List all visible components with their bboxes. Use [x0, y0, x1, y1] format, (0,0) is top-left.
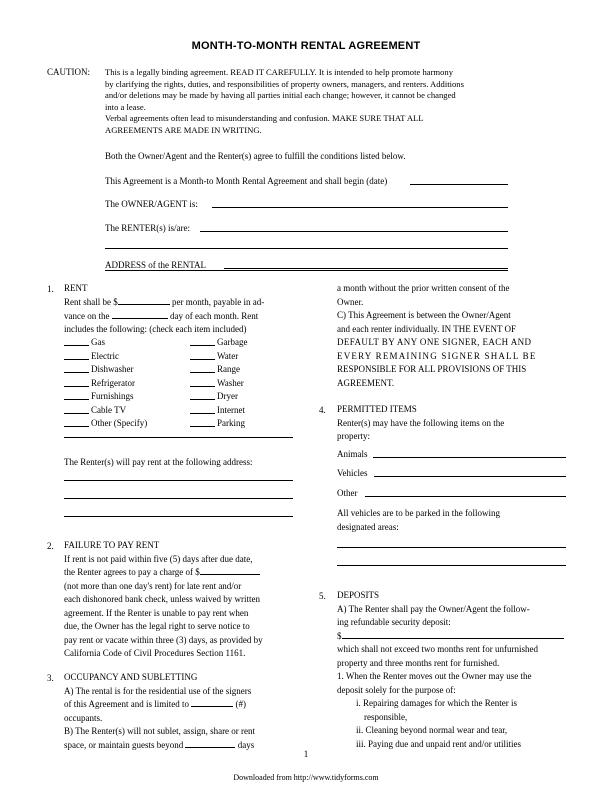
utility-checkbox-line[interactable]	[64, 399, 89, 400]
utility-checkbox-line[interactable]	[190, 399, 215, 400]
deposits-line: ing refundable security deposit:	[337, 617, 451, 627]
occupancy-heading: OCCUPANCY AND SUBLETTING	[64, 672, 198, 682]
rent-heading: RENT	[64, 283, 88, 293]
deposits-line: responsible,	[364, 711, 408, 722]
vehicles-label: Vehicles	[337, 468, 368, 478]
utility-item-label: Parking	[217, 418, 245, 428]
utility-checkbox-line[interactable]	[64, 372, 89, 373]
occupancy-line: occupants.	[64, 712, 103, 723]
section-number: 3.	[47, 673, 54, 683]
deposits-heading: DEPOSITS	[337, 590, 380, 600]
utility-item-label: Refrigerator	[91, 377, 135, 388]
utility-item-label: Garbage	[217, 337, 248, 347]
rent-due-label: vance on the	[64, 310, 110, 321]
continued-line: C) This Agreement is between the Owner/Agent	[337, 310, 511, 320]
document-title: MONTH-TO-MONTH RENTAL AGREEMENT	[191, 40, 421, 52]
utility-item-label: Water	[217, 350, 239, 361]
rental-address-underline	[105, 270, 508, 271]
deposits-line: i. Repairing damages for which the Renter is	[356, 698, 517, 708]
pay-address-label: The Renter(s) will pay rent at the following address:	[64, 457, 253, 467]
occupancy-line: space, or maintain guests beyond	[64, 739, 184, 750]
guest-days-field[interactable]	[185, 739, 235, 748]
failure-line: due, the Owner has the legal right to serve notice to	[64, 621, 250, 631]
permitted-heading: PERMITTED ITEMS	[337, 404, 417, 414]
continued-line: RESPONSIBLE FOR ALL PROVISIONS OF THIS	[337, 364, 527, 374]
continued-line: EVERY REMAINING SIGNER SHALL BE	[337, 350, 537, 361]
renters-field[interactable]	[200, 231, 508, 232]
animals-label: Animals	[337, 449, 368, 459]
both-agree-text: Both the Owner/Agent and the Renter(s) agree to fulfill the conditions listed below.	[105, 151, 406, 161]
deposits-line: deposit solely for the purpose of:	[337, 684, 456, 695]
rent-due-day-field[interactable]	[112, 310, 168, 319]
utility-checkbox-line[interactable]	[190, 359, 215, 360]
deposit-dollar-sign: $	[337, 630, 342, 641]
failure-line: the Renter agrees to pay a charge of $	[64, 567, 200, 577]
animals-field[interactable]	[373, 457, 566, 458]
parking-line: All vehicles are to be parked in the following	[337, 508, 500, 518]
permitted-line: property:	[337, 431, 370, 441]
utility-checkbox-line[interactable]	[190, 372, 215, 373]
begin-date-field[interactable]	[410, 184, 508, 185]
caution-line: by clarifying the rights, duties, and responsibilities of property owners, managers, and renters. Additions	[105, 78, 464, 89]
deposit-amount-field[interactable]	[342, 630, 564, 639]
failure-line: pay rent or vacate within three (3) days, as provided by	[64, 634, 263, 645]
rent-amount-field[interactable]	[118, 296, 170, 305]
pay-address-field-2[interactable]	[64, 498, 293, 499]
owner-agent-label: The OWNER/AGENT is:	[105, 199, 198, 209]
caution-line: This is a legally binding agreement. READ IT CAREFULLY. It is intended to help promote harmony	[105, 67, 454, 77]
caution-line: into a lease.	[105, 101, 146, 112]
utility-item-label: Range	[217, 364, 240, 374]
rent-includes-text: includes the following: (check each item included)	[64, 324, 247, 334]
renters-field-line2[interactable]	[105, 248, 508, 249]
failure-line: each dishonored bank check, unless waived by written	[64, 594, 260, 604]
failure-line: If rent is not paid within five (5) days after due date,	[64, 553, 253, 564]
parking-area-field-2[interactable]	[337, 565, 566, 566]
deposits-line: which shall not exceed two months rent for unfurnished	[337, 644, 538, 654]
rent-per-month-text: per month, payable in ad-	[172, 297, 265, 307]
occupancy-line: B) The Renter(s) will not sublet, assign, share or rent	[64, 726, 256, 736]
deposits-line: ii. Cleaning beyond normal wear and tear,	[356, 725, 508, 735]
pay-address-field-1[interactable]	[64, 480, 293, 481]
deposits-line: property and three months rent for furnished.	[337, 657, 500, 668]
page-number: 1	[303, 749, 309, 759]
other-specify-line[interactable]	[64, 437, 293, 438]
continued-line: DEFAULT BY ANY ONE SIGNER, EACH AND	[337, 337, 532, 347]
utility-item-label: Gas	[91, 337, 105, 347]
utility-checkbox-line[interactable]	[64, 386, 89, 387]
failure-line: California Code of Civil Procedures Section 1161.	[64, 648, 246, 658]
utility-item-label: Internet	[217, 404, 245, 415]
continued-line: and each renter individually. IN THE EVENT OF	[337, 323, 517, 334]
pay-address-field-3[interactable]	[64, 516, 293, 517]
section-number: 5.	[319, 591, 326, 601]
caution-line: Verbal agreements often lead to misunderstanding and confusion. MAKE SURE THAT ALL	[105, 113, 424, 123]
occupancy-days-text: days	[237, 739, 255, 750]
parking-line: designated areas:	[337, 521, 399, 532]
utility-item-label: Dishwasher	[91, 364, 134, 374]
failure-heading: FAILURE TO PAY RENT	[64, 540, 160, 550]
utility-checkbox-line[interactable]	[64, 413, 89, 414]
utility-checkbox-line[interactable]	[190, 386, 215, 387]
vehicles-field[interactable]	[374, 476, 566, 477]
utility-item-label: Washer	[217, 377, 244, 388]
renters-label: The RENTER(s) is/are:	[105, 223, 190, 233]
caution-label: CAUTION:	[47, 67, 90, 77]
utility-item-label: Electric	[91, 350, 119, 361]
other-field[interactable]	[365, 496, 566, 497]
failure-line: agreement. If the Renter is unable to pay rent when	[64, 607, 249, 618]
caution-line: AGREEMENTS ARE MADE IN WRITING.	[105, 124, 262, 135]
deposits-line: iii. Paying due and unpaid rent and/or utilities	[356, 738, 521, 749]
caution-line: and/or deletions may be made by having all parties initial each change; however, it cannot be changed	[105, 90, 456, 100]
utility-item-label: Cable TV	[91, 404, 127, 415]
deposits-line: 1. When the Renter moves out the Owner may use the	[337, 671, 532, 681]
continued-line: AGREEMENT.	[337, 377, 395, 388]
rental-address-field[interactable]	[224, 268, 508, 269]
utility-item-label: Dryer	[217, 391, 238, 401]
deposits-line: A) The Renter shall pay the Owner/Agent the follow-	[337, 603, 530, 614]
utility-checkbox-line[interactable]	[190, 426, 215, 427]
utility-checkbox-line[interactable]	[64, 359, 89, 360]
utility-item-label: Furnishings	[91, 391, 134, 401]
rent-amount-label: Rent shall be $	[64, 297, 118, 307]
parking-area-field-1[interactable]	[337, 547, 566, 548]
occupancy-line: of this Agreement and is limited to	[64, 699, 189, 709]
section-number: 1.	[47, 284, 54, 294]
occupancy-count-unit: (#)	[235, 699, 246, 709]
continued-line: a month without the prior written consent of the	[337, 283, 510, 293]
rental-address-label: ADDRESS of the RENTAL	[105, 260, 207, 270]
late-charge-field[interactable]	[200, 566, 260, 575]
utility-checkbox-line[interactable]	[64, 345, 89, 346]
utility-item-label: Other (Specify)	[91, 418, 148, 428]
other-label: Other	[337, 488, 358, 498]
begin-date-label: This Agreement is a Month-to Month Rental Agreement and shall begin (date)	[105, 176, 388, 186]
occupant-count-field[interactable]	[191, 698, 233, 707]
utility-checkbox-line[interactable]	[64, 426, 89, 427]
section-number: 2.	[47, 541, 54, 551]
utility-checkbox-line[interactable]	[190, 345, 215, 346]
permitted-line: Renter(s) may have the following items on the	[337, 417, 505, 428]
failure-line: (not more than one day's rent) for late rent and/or	[64, 580, 242, 591]
continued-line: Owner.	[337, 296, 364, 307]
footer-download-note: Downloaded from http://www.tidyforms.com	[233, 773, 379, 782]
rent-due-text: day of each month. Rent	[169, 310, 259, 321]
owner-agent-field[interactable]	[212, 207, 508, 208]
utility-checkbox-line[interactable]	[190, 413, 215, 414]
section-number: 4.	[319, 405, 326, 415]
occupancy-line: A) The rental is for the residential use of the signers	[64, 685, 252, 696]
